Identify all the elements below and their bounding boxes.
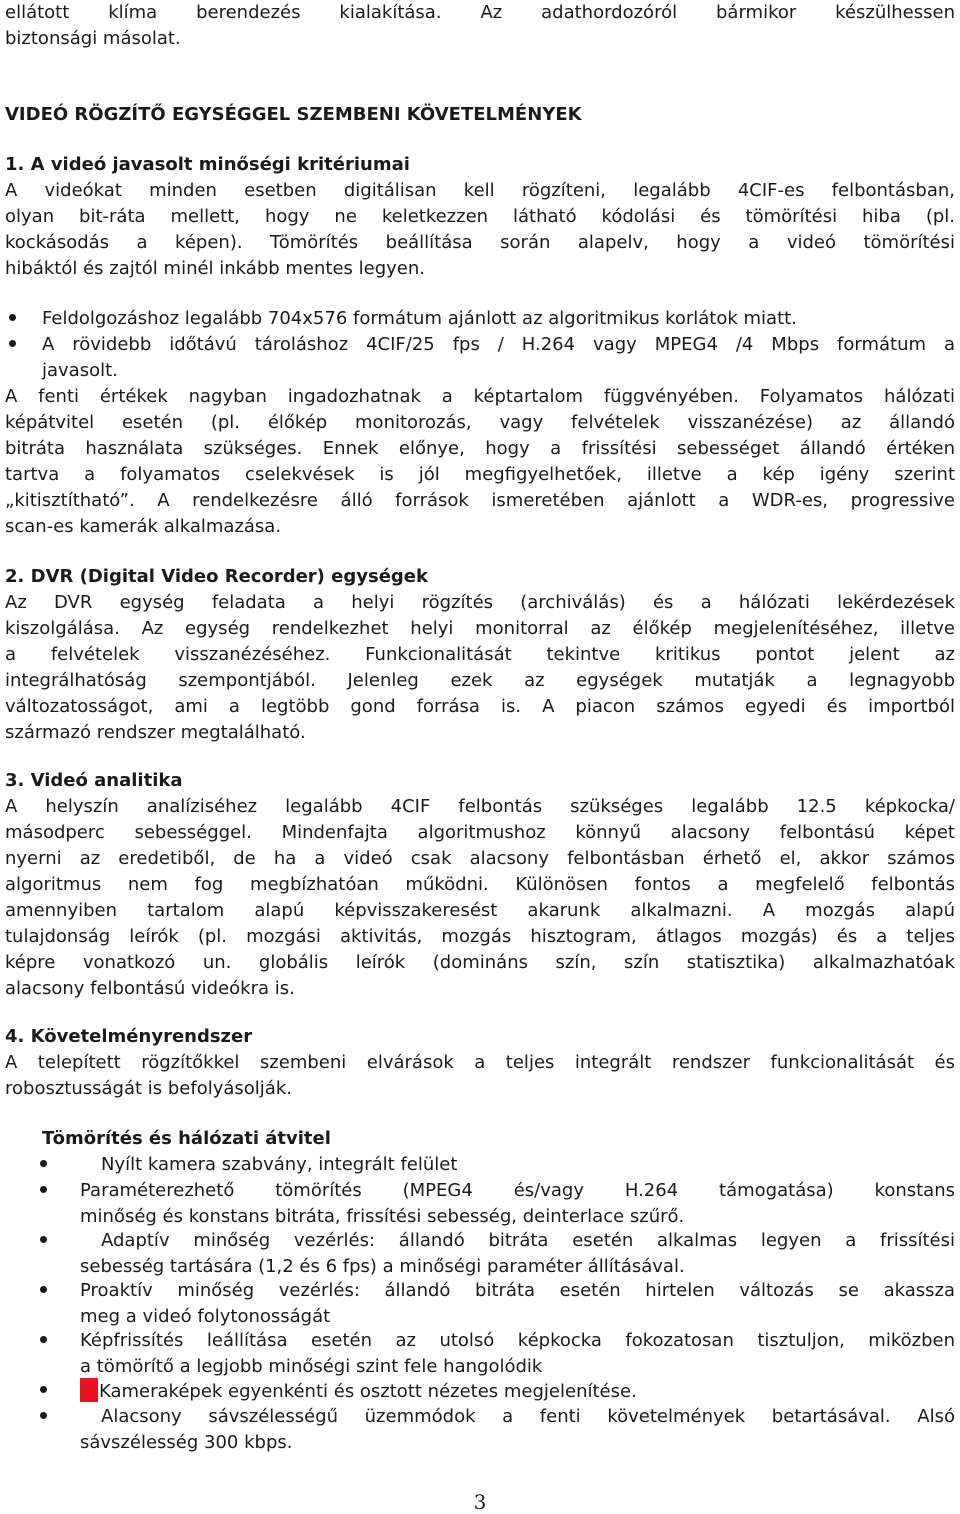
- paragraph-line: nyerni az eredetiből, de ha a videó csak alacsony felbontásban érhető el, akkor számos: [5, 848, 955, 869]
- paragraph-line: képre vonatkozó un. globális leírók (domináns szín, szín statisztika) alkalmazhatóak: [5, 952, 955, 973]
- intro-line: ellátott klíma berendezés kialakítása. Az adathordozóról bármikor készülhessen: [5, 2, 955, 23]
- paragraph-line: alacsony felbontású videókra is.: [5, 978, 295, 999]
- intro-line: biztonsági másolat.: [5, 28, 181, 49]
- list-item-continuation: a tömörítő a legjobb minőségi szint fele hangolódik: [80, 1356, 543, 1377]
- list-item-continuation: javasolt.: [42, 360, 118, 381]
- paragraph-line: tartva a folyamatos cselekvések is jól megfigyelhetőek, illetve a kép igény szerint: [5, 464, 955, 485]
- paragraph-line: olyan bit-ráta mellett, hogy ne keletkezzen látható kódolási és tömörítési hiba (pl.: [5, 206, 955, 227]
- bullet-icon: [9, 314, 16, 321]
- list-item: Adaptív minőség vezérlés: állandó bitráta esetén alkalmas legyen a frissítési: [101, 1230, 955, 1251]
- bullet-icon: [40, 1412, 47, 1419]
- paragraph-line: scan-es kamerák alkalmazása.: [5, 516, 282, 537]
- paragraph-line: kiszolgálása. Az egység rendelkezhet helyi monitorral az élőkép megjelenítéséhez, illetve: [5, 618, 955, 639]
- paragraph-line: amennyiben tartalom alapú képvisszakeresést akarunk alkalmazni. A mozgás alapú: [5, 900, 955, 921]
- paragraph-line: bitráta használata szükséges. Ennek előnye, hogy a frissítési sebességet állandó értéken: [5, 438, 955, 459]
- list-item: A rövidebb időtávú tároláshoz 4CIF/25 fps / H.264 vagy MPEG4 /4 Mbps formátum a: [42, 334, 955, 355]
- list-item-continuation: sávszélesség 300 kbps.: [80, 1432, 293, 1453]
- paragraph-line: képátvitel esetén (pl. élőkép monitorozás, vagy felvételek visszanézése) az állandó: [5, 412, 955, 433]
- paragraph-line: A videókat minden esetben digitálisan kell rögzíteni, legalább 4CIF-es felbontásban,: [5, 180, 955, 201]
- list-item: Képfrissítés leállítása esetén az utolsó képkocka fokozatosan tisztuljon, miközben: [80, 1330, 955, 1351]
- red-marker-icon: [80, 1378, 98, 1402]
- paragraph-line: robosztusságát is befolyásolják.: [5, 1078, 292, 1099]
- paragraph-line: Az DVR egység feladata a helyi rögzítés (archiválás) és a hálózati lekérdezések: [5, 592, 955, 613]
- list-item: Paraméterezhető tömörítés (MPEG4 és/vagy H.264 támogatása) konstans: [80, 1180, 955, 1201]
- paragraph-line: A fenti értékek nagyban ingadozhatnak a képtartalom függvényében. Folyamatos hálózati: [5, 386, 955, 407]
- section-1-heading: 1. A videó javasolt minőségi kritériumai: [5, 154, 410, 175]
- paragraph-line: másodperc sebességgel. Mindenfajta algoritmushoz könnyű alacsony felbontású képet: [5, 822, 955, 843]
- paragraph-line: integrálhatóság szempontjából. Jelenleg ezek az egységek mutatják a legnagyobb: [5, 670, 955, 691]
- list-item-text: Kameraképek egyenkénti és osztott nézetes megjelenítése.: [99, 1381, 637, 1402]
- bullet-icon: [40, 1386, 47, 1393]
- paragraph-line: A telepített rögzítőkkel szembeni elvárások a teljes integrált rendszer funkcionalitását és: [5, 1052, 955, 1073]
- bullet-icon: [40, 1336, 47, 1343]
- section-4-heading: 4. Követelményrendszer: [5, 1026, 253, 1047]
- section-2-heading: 2. DVR (Digital Video Recorder) egységek: [5, 566, 428, 587]
- paragraph-line: A helyszín analíziséhez legalább 4CIF felbontás szükséges legalább 12.5 képkocka/: [5, 796, 955, 817]
- list-item: Feldolgozáshoz legalább 704x576 formátum ajánlott az algoritmikus korlátok miatt.: [42, 308, 797, 329]
- bullet-icon: [9, 340, 16, 347]
- section-3-heading: 3. Videó analitika: [5, 770, 183, 791]
- list-item: Proaktív minőség vezérlés: állandó bitráta esetén hirtelen változás se akassza: [80, 1280, 955, 1301]
- list-item: Alacsony sávszélességű üzemmódok a fenti követelmények betartásával. Alsó: [101, 1406, 955, 1427]
- paragraph-line: a felvételek visszanézéséhez. Funkcionalitását tekintve kritikus pontot jelent az: [5, 644, 955, 665]
- bullet-icon: [40, 1186, 47, 1193]
- bullet-icon: [40, 1160, 47, 1167]
- paragraph-line: „kitisztítható”. A rendelkezésre álló források ismeretében ajánlott a WDR-es, progressive: [5, 490, 955, 511]
- bullet-icon: [40, 1286, 47, 1293]
- paragraph-line: hibáktól és zajtól minél inkább mentes legyen.: [5, 258, 425, 279]
- list-item: Nyílt kamera szabvány, integrált felület: [101, 1154, 458, 1175]
- list-item: [80, 1378, 955, 1404]
- main-heading: VIDEÓ RÖGZÍTŐ EGYSÉGGEL SZEMBENI KÖVETELMÉNYEK: [5, 104, 582, 125]
- subheading: Tömörítés és hálózati átvitel: [42, 1128, 331, 1149]
- page-number: 3: [473, 1490, 487, 1514]
- list-item-continuation: minőség és konstans bitráta, frissítési sebesség, deinterlace szűrő.: [80, 1206, 685, 1227]
- bullet-icon: [40, 1236, 47, 1243]
- paragraph-line: algoritmus nem fog megbízhatóan működni. Különösen fontos a megfelelő felbontás: [5, 874, 955, 895]
- paragraph-line: tulajdonság leírók (pl. mozgási aktivitás, mozgás hisztogram, átlagos mozgás) és a teljes: [5, 926, 955, 947]
- paragraph-line: származó rendszer megtalálható.: [5, 722, 306, 743]
- list-item-continuation: meg a videó folytonosságát: [80, 1306, 331, 1327]
- list-item-continuation: sebesség tartására (1,2 és 6 fps) a minőségi paraméter állításával.: [80, 1256, 685, 1277]
- paragraph-line: kockásodás a képen). Tömörítés beállítása során alapelv, hogy a videó tömörítési: [5, 232, 955, 253]
- paragraph-line: változatosságot, ami a legtöbb gond forrása is. A piacon számos egyedi és importból: [5, 696, 955, 717]
